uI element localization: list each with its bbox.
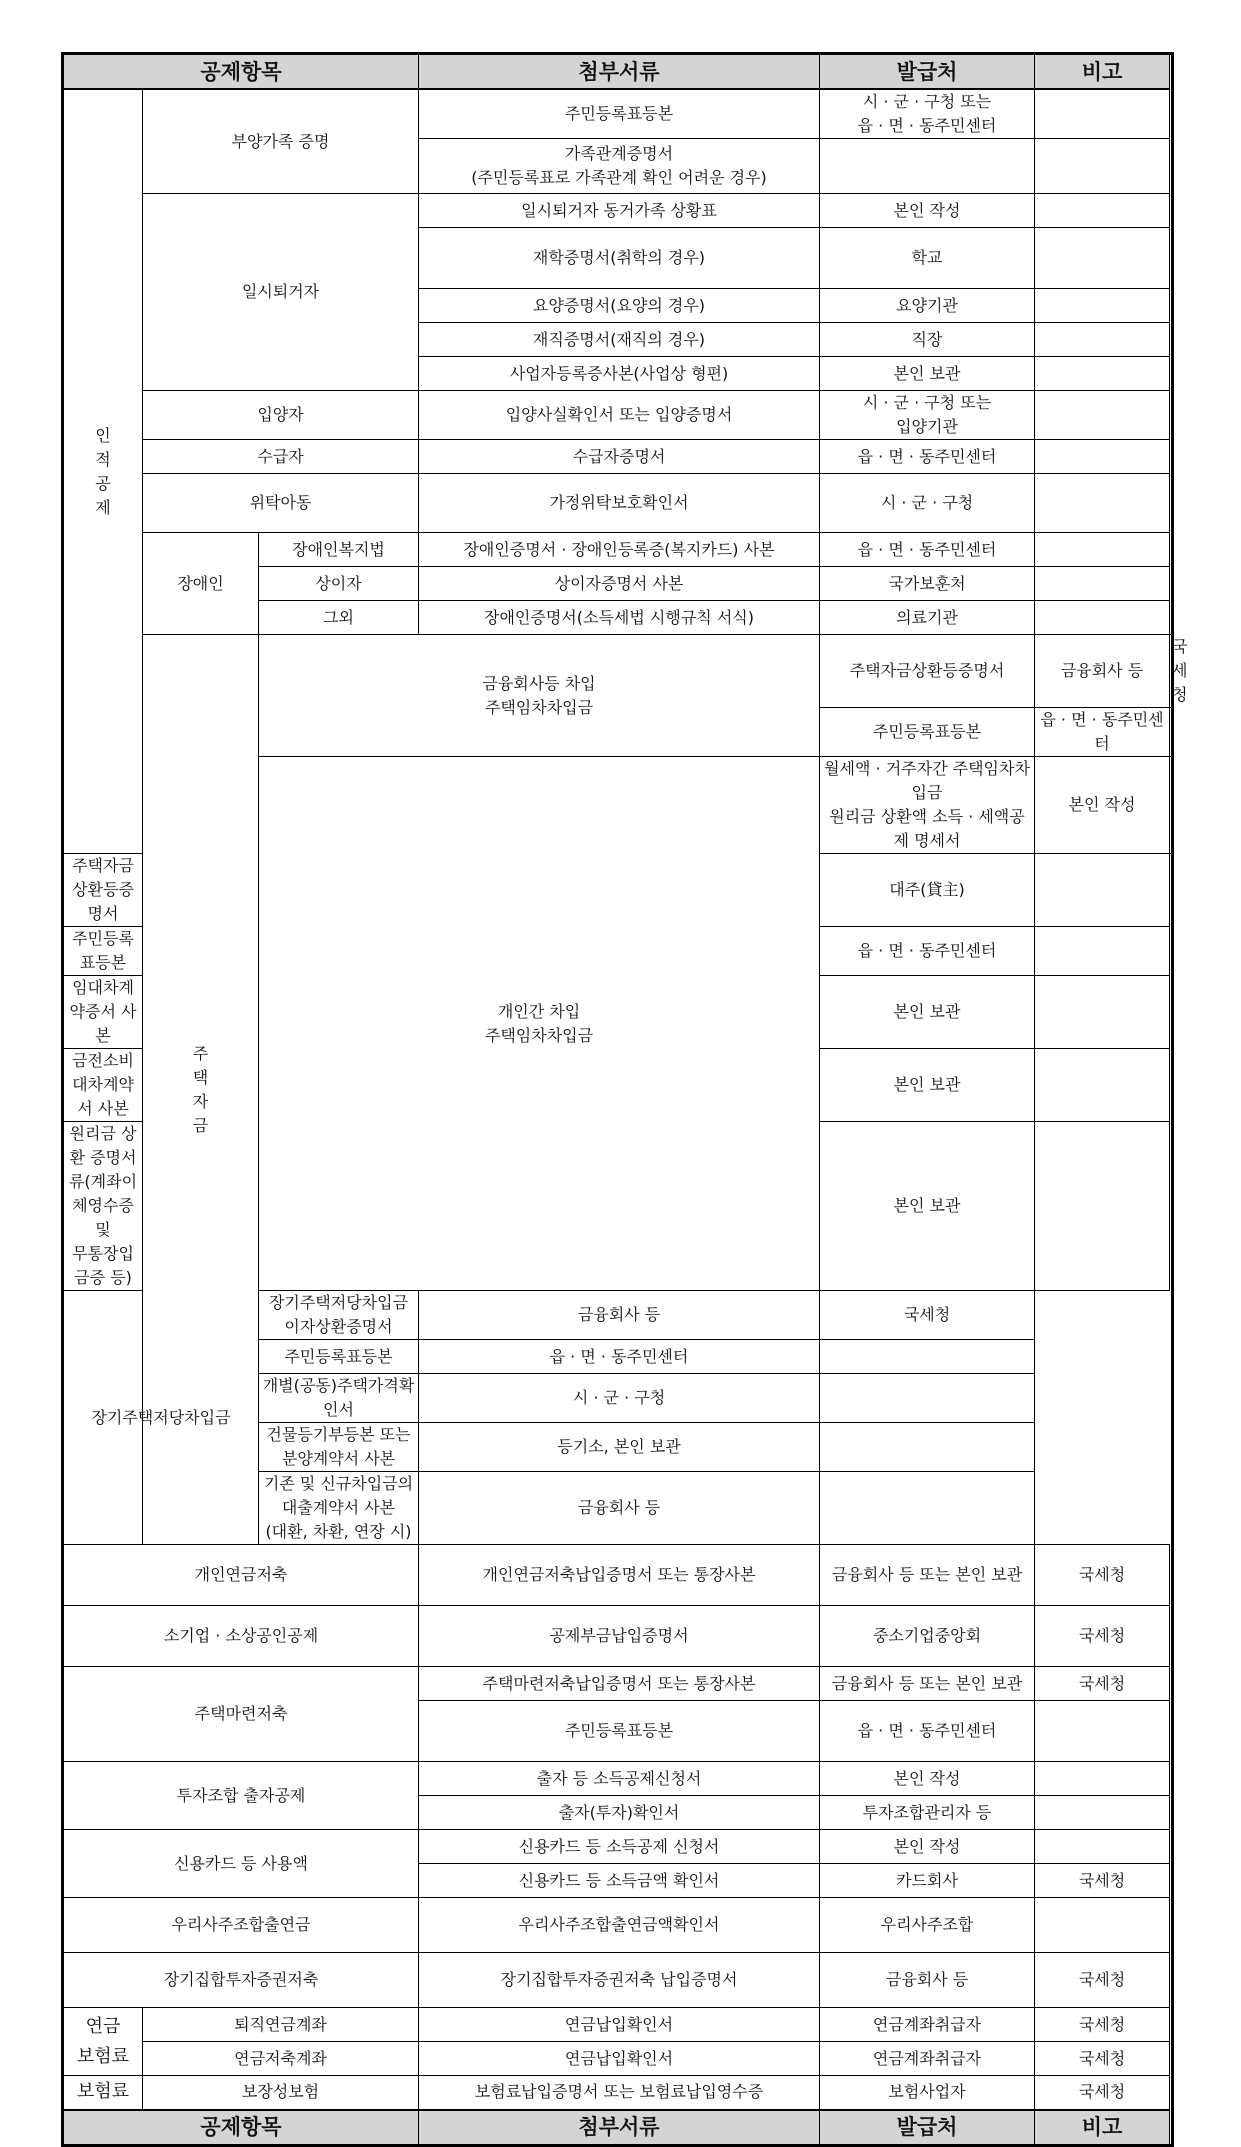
footer-attachment: 첨부서류 [419, 2110, 820, 2146]
remark-cell: 국세청 [1035, 1864, 1170, 1898]
remark-cell: 국세청 [1035, 2008, 1170, 2042]
category-pension-premium: 연금 보험료 [63, 2008, 143, 2076]
remark-cell [1035, 289, 1170, 323]
table-row [63, 1667, 1173, 1701]
doc-cell: 장애인증명서 · 장애인등록증(복지카드) 사본 [419, 533, 820, 567]
remark-cell [1035, 1796, 1170, 1830]
doc-cell: 일시퇴거자 동거가족 상황표 [419, 194, 820, 228]
deduction-documents-table [61, 52, 1188, 2147]
item-long-term-fund-savings: 장기집합투자증권저축 [63, 1953, 419, 2008]
issuer-cell: 연금계좌취급자 [820, 2042, 1035, 2076]
sub-item-wounded: 상이자 [259, 567, 419, 601]
doc-cell: 주택자금상환등증명서 [820, 635, 1035, 708]
table-row [63, 1606, 1173, 1667]
item-dependent-family: 부양가족 증명 [143, 89, 419, 194]
remark-cell [1035, 357, 1170, 391]
remark-cell [1035, 474, 1170, 533]
category-insurance-premium: 보험료 [63, 2076, 143, 2110]
doc-cell: 가족관계증명서 (주민등록표로 가족관계 확인 어려운 경우) [419, 139, 820, 194]
table-row [63, 1545, 1173, 1606]
item-investment-union: 투자조합 출자공제 [63, 1762, 419, 1830]
doc-cell: 원리금 상환 증명서류(계좌이체영수증 및 무통장입금증 등) [63, 1122, 143, 1291]
doc-cell: 개별(공동)주택가격확인서 [259, 1374, 419, 1423]
item-adoptee: 입양자 [143, 391, 419, 440]
remark-cell [1035, 1830, 1170, 1864]
remark-cell [1035, 323, 1170, 357]
remark-cell [1035, 391, 1170, 440]
remark-cell: 국세청 [1035, 2076, 1170, 2110]
issuer-cell: 읍 · 면 · 동주민센터 [820, 440, 1035, 474]
issuer-cell: 우리사주조합 [820, 1898, 1035, 1953]
issuer-cell: 읍 · 면 · 동주민센터 [1035, 708, 1170, 757]
item-pension-savings-account: 연금저축계좌 [143, 2042, 419, 2076]
doc-cell: 사업자등록증사본(사업상 형편) [419, 357, 820, 391]
doc-cell: 임대차계약증서 사본 [63, 976, 143, 1049]
doc-cell: 요양증명서(요양의 경우) [419, 289, 820, 323]
issuer-cell: 시 · 군 · 구청 또는 입양기관 [820, 391, 1035, 440]
issuer-cell: 읍 · 면 · 동주민센터 [820, 1701, 1035, 1762]
doc-cell: 주민등록표등본 [419, 1701, 820, 1762]
remark-cell [1035, 440, 1170, 474]
remark-cell [1170, 708, 1173, 757]
issuer-cell: 금융회사 등 또는 본인 보관 [820, 1545, 1035, 1606]
footer-remark: 비고 [1035, 2110, 1170, 2146]
remark-cell [1035, 1049, 1170, 1122]
remark-cell [820, 1423, 1035, 1472]
header-attachment: 첨부서류 [419, 54, 820, 90]
doc-cell: 장기집합투자증권저축 납입증명서 [419, 1953, 820, 2008]
sub-item-others: 그외 [259, 601, 419, 635]
remark-cell [1035, 1762, 1170, 1796]
table-row [63, 1762, 1173, 1796]
table-row [63, 89, 1173, 139]
table-row [63, 2008, 1173, 2042]
issuer-cell: 본인 작성 [820, 1830, 1035, 1864]
remark-cell [1170, 757, 1173, 854]
issuer-cell: 카드회사 [820, 1864, 1035, 1898]
remark-cell: 국세청 [1035, 1545, 1170, 1606]
item-foster-child: 위탁아동 [143, 474, 419, 533]
item-housing-savings: 주택마련저축 [63, 1667, 419, 1762]
table-row [63, 635, 1173, 708]
item-protection-insurance: 보장성보험 [143, 2076, 419, 2110]
doc-cell: 연금납입확인서 [419, 2008, 820, 2042]
issuer-cell: 본인 작성 [820, 194, 1035, 228]
remark-cell [820, 1374, 1035, 1423]
header-deduction-item: 공제항목 [63, 54, 419, 90]
issuer-cell: 요양기관 [820, 289, 1035, 323]
doc-cell: 주민등록표등본 [63, 927, 143, 976]
doc-cell: 출자 등 소득공제신청서 [419, 1762, 820, 1796]
table-row [63, 2042, 1173, 2076]
doc-cell: 보험료납입증명서 또는 보험료납입영수증 [419, 2076, 820, 2110]
issuer-cell: 투자조합관리자 등 [820, 1796, 1035, 1830]
remark-cell [1035, 1701, 1170, 1762]
item-personal-pension-savings: 개인연금저축 [63, 1545, 419, 1606]
doc-cell: 개인연금저축납입증명서 또는 통장사본 [419, 1545, 820, 1606]
issuer-cell: 금융회사 등 [419, 1472, 820, 1545]
doc-cell: 주민등록표등본 [259, 1340, 419, 1374]
doc-cell: 상이자증명서 사본 [419, 567, 820, 601]
doc-cell: 재학증명서(취학의 경우) [419, 228, 820, 289]
doc-cell: 가정위탁보호확인서 [419, 474, 820, 533]
table-row [63, 1898, 1173, 1953]
doc-cell: 수급자증명서 [419, 440, 820, 474]
remark-cell: 국세청 [820, 1291, 1035, 1340]
issuer-cell: 본인 작성 [820, 1762, 1035, 1796]
category-personal-deduction: 인 적 공 제 [63, 89, 143, 854]
doc-cell: 장기주택저당차입금 이자상환증명서 [259, 1291, 419, 1340]
category-housing-fund: 주 택 자 금 [143, 635, 259, 1545]
item-credit-card-usage: 신용카드 등 사용액 [63, 1830, 419, 1898]
doc-cell: 입양사실확인서 또는 입양증명서 [419, 391, 820, 440]
remark-cell: 국세청 [1035, 2042, 1170, 2076]
doc-cell: 공제부금납입증명서 [419, 1606, 820, 1667]
issuer-cell: 금융회사 등 [820, 1953, 1035, 2008]
header-remark: 비고 [1035, 54, 1170, 90]
doc-cell: 장애인증명서(소득세법 시행규칙 서식) [419, 601, 820, 635]
remark-cell [1035, 976, 1170, 1049]
item-retirement-pension-account: 퇴직연금계좌 [143, 2008, 419, 2042]
issuer-cell: 보험사업자 [820, 2076, 1035, 2110]
table-row [63, 391, 1173, 440]
table-header-row [63, 54, 1173, 90]
table-row [63, 1291, 1173, 1340]
table-row [63, 474, 1173, 533]
table-row [63, 1953, 1173, 2008]
doc-cell: 건물등기부등본 또는 분양계약서 사본 [259, 1423, 419, 1472]
doc-cell: 금전소비대차계약서 사본 [63, 1049, 143, 1122]
remark-cell [1035, 1898, 1170, 1953]
item-individual-loan: 개인간 차입 주택임차차입금 [259, 757, 820, 1291]
table-row [63, 533, 1173, 567]
doc-cell: 주민등록표등본 [820, 708, 1035, 757]
issuer-cell: 금융회사 등 또는 본인 보관 [820, 1667, 1035, 1701]
remark-cell [1035, 567, 1170, 601]
remark-cell: 국세청 [1035, 1606, 1170, 1667]
issuer-cell: 시 · 군 · 구청 또는 읍 · 면 · 동주민센터 [820, 89, 1035, 139]
issuer-cell: 본인 보관 [820, 1049, 1035, 1122]
remark-cell [1035, 139, 1170, 194]
remark-cell [1035, 854, 1170, 927]
remark-cell [1035, 1122, 1170, 1291]
table-row [63, 194, 1173, 228]
item-small-business-mutual-aid: 소기업 · 소상공인공제 [63, 1606, 419, 1667]
issuer-cell: 국가보훈처 [820, 567, 1035, 601]
table-row [63, 1830, 1173, 1864]
issuer-cell [820, 139, 1035, 194]
remark-cell: 국세청 [1170, 635, 1173, 708]
remark-cell: 국세청 [1035, 1953, 1170, 2008]
doc-cell: 우리사주조합출연금액확인서 [419, 1898, 820, 1953]
issuer-cell: 중소기업중앙회 [820, 1606, 1035, 1667]
item-financial-loan: 금융회사등 차입 주택임차차입금 [259, 635, 820, 757]
item-recipient: 수급자 [143, 440, 419, 474]
issuer-cell: 본인 보관 [820, 357, 1035, 391]
remark-cell [1035, 194, 1170, 228]
footer-deduction-item: 공제항목 [63, 2110, 419, 2146]
footer-issuer: 발급처 [820, 2110, 1035, 2146]
issuer-cell: 금융회사 등 [419, 1291, 820, 1340]
item-long-term-mortgage: 장기주택저당차입금 [63, 1291, 259, 1545]
remark-cell [1035, 228, 1170, 289]
issuer-cell: 읍 · 면 · 동주민센터 [820, 927, 1035, 976]
doc-cell: 신용카드 등 소득금액 확인서 [419, 1864, 820, 1898]
doc-cell: 재직증명서(재직의 경우) [419, 323, 820, 357]
remark-cell [1035, 601, 1170, 635]
issuer-cell: 읍 · 면 · 동주민센터 [820, 533, 1035, 567]
doc-cell: 월세액 · 거주자간 주택임차차입금 원리금 상환액 소득 · 세액공제 명세서 [820, 757, 1035, 854]
remark-cell [1035, 89, 1170, 139]
item-employee-stock-ownership: 우리사주조합출연금 [63, 1898, 419, 1953]
issuer-cell: 본인 작성 [1035, 757, 1170, 854]
table-row [63, 440, 1173, 474]
issuer-cell: 대주(貸主) [820, 854, 1035, 927]
issuer-cell: 본인 보관 [820, 1122, 1035, 1291]
table-footer-row [63, 2110, 1173, 2146]
item-temporary-leave: 일시퇴거자 [143, 194, 419, 391]
remark-cell: 국세청 [1035, 1667, 1170, 1701]
doc-cell: 주택마련저축납입증명서 또는 통장사본 [419, 1667, 820, 1701]
doc-cell: 기존 및 신규차입금의 대출계약서 사본 (대환, 차환, 연장 시) [259, 1472, 419, 1545]
remark-cell [820, 1472, 1035, 1545]
sub-item-welfare-act: 장애인복지법 [259, 533, 419, 567]
remark-cell [820, 1340, 1035, 1374]
doc-cell: 주민등록표등본 [419, 89, 820, 139]
issuer-cell: 학교 [820, 228, 1035, 289]
issuer-cell: 읍 · 면 · 동주민센터 [419, 1340, 820, 1374]
issuer-cell: 직장 [820, 323, 1035, 357]
remark-cell [1035, 927, 1170, 976]
table-row [63, 2076, 1173, 2110]
issuer-cell: 연금계좌취급자 [820, 2008, 1035, 2042]
issuer-cell: 시 · 군 · 구청 [419, 1374, 820, 1423]
remark-cell [1035, 533, 1170, 567]
issuer-cell: 본인 보관 [820, 976, 1035, 1049]
header-issuer: 발급처 [820, 54, 1035, 90]
doc-cell: 신용카드 등 소득공제 신청서 [419, 1830, 820, 1864]
issuer-cell: 등기소, 본인 보관 [419, 1423, 820, 1472]
doc-cell: 주택자금상환등증명서 [63, 854, 143, 927]
item-disabled: 장애인 [143, 533, 259, 635]
issuer-cell: 의료기관 [820, 601, 1035, 635]
issuer-cell: 시 · 군 · 구청 [820, 474, 1035, 533]
doc-cell: 출자(투자)확인서 [419, 1796, 820, 1830]
doc-cell: 연금납입확인서 [419, 2042, 820, 2076]
issuer-cell: 금융회사 등 [1035, 635, 1170, 708]
